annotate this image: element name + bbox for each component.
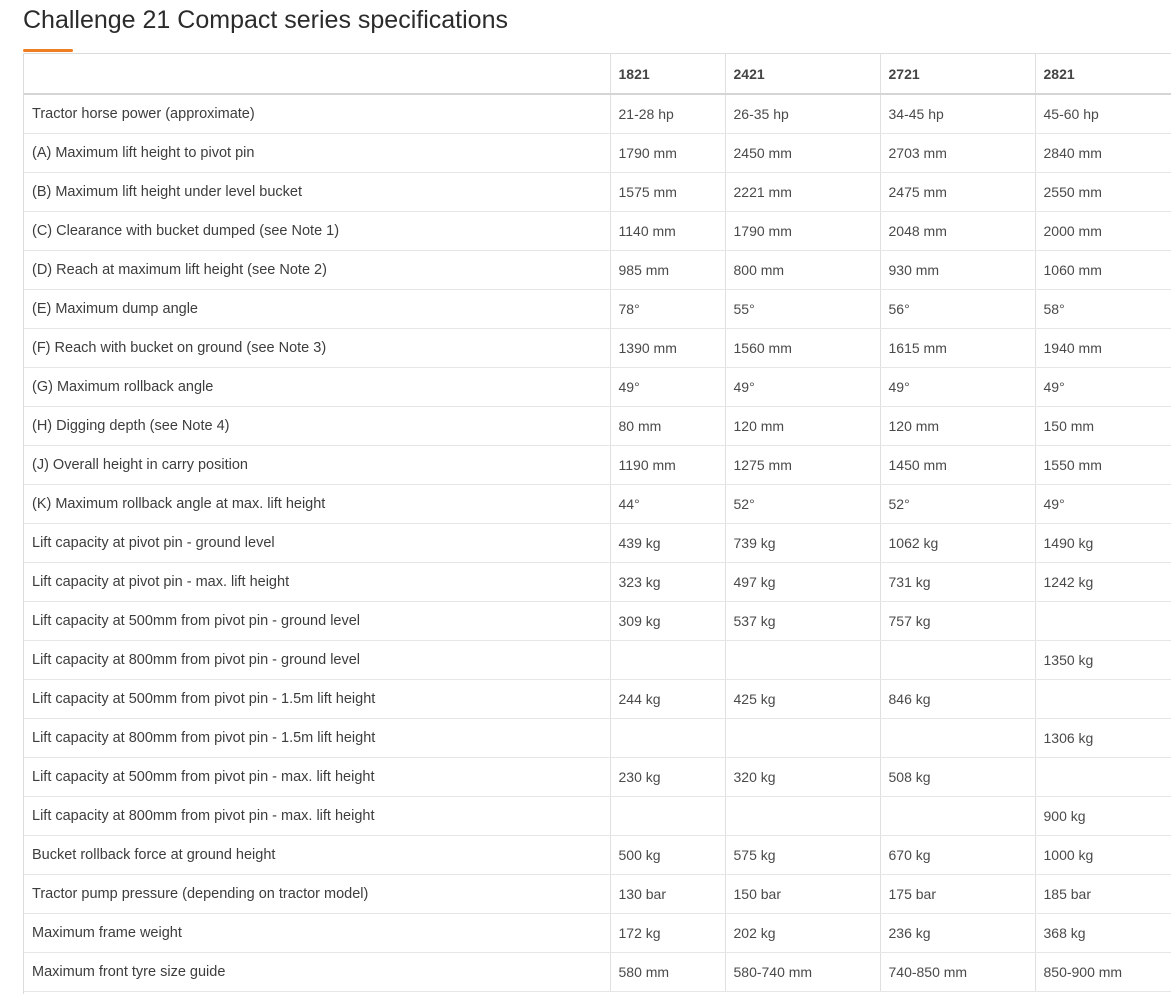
row-label: Maximum front tyre size guide <box>24 953 610 992</box>
cell-2821: 1940 mm <box>1035 329 1171 368</box>
table-row <box>24 251 1171 290</box>
cell-1821: 44° <box>610 485 725 524</box>
cell-1821: 78° <box>610 290 725 329</box>
cell-1821: 172 kg <box>610 914 725 953</box>
table-row <box>24 602 1171 641</box>
table-row <box>24 563 1171 602</box>
cell-1821: 1190 mm <box>610 446 725 485</box>
cell-2721: 49° <box>880 368 1035 407</box>
row-label: (C) Clearance with bucket dumped (see Note 1) <box>24 212 610 251</box>
cell-2821: 49° <box>1035 485 1171 524</box>
table-row <box>24 875 1171 914</box>
cell-2721: 1450 mm <box>880 446 1035 485</box>
cell-2421: 55° <box>725 290 880 329</box>
column-header-2421: 2421 <box>725 54 880 94</box>
cell-1821 <box>610 719 725 758</box>
cell-2421: 580-740 mm <box>725 953 880 992</box>
page-title: Challenge 21 Compact series specifications <box>23 6 508 34</box>
cell-2721: 846 kg <box>880 680 1035 719</box>
cell-2421: 739 kg <box>725 524 880 563</box>
cell-2721: 731 kg <box>880 563 1035 602</box>
cell-2821: 900 kg <box>1035 797 1171 836</box>
cell-2821: 1350 kg <box>1035 641 1171 680</box>
cell-2821: 49° <box>1035 368 1171 407</box>
cell-2721: 508 kg <box>880 758 1035 797</box>
cell-2721 <box>880 641 1035 680</box>
cell-2821: 850-900 mm <box>1035 953 1171 992</box>
cell-1821: 500 kg <box>610 836 725 875</box>
table-row <box>24 212 1171 251</box>
table-row <box>24 446 1171 485</box>
cell-1821: 1390 mm <box>610 329 725 368</box>
table-row <box>24 524 1171 563</box>
cell-2721: 670 kg <box>880 836 1035 875</box>
cell-2821: 1000 kg <box>1035 836 1171 875</box>
cell-1821: 244 kg <box>610 680 725 719</box>
cell-2421: 26-35 hp <box>725 94 880 134</box>
row-label: Lift capacity at 800mm from pivot pin - max. lift height <box>24 797 610 836</box>
cell-2821: 1550 mm <box>1035 446 1171 485</box>
table-row <box>24 407 1171 446</box>
row-label: Lift capacity at 500mm from pivot pin - max. lift height <box>24 758 610 797</box>
cell-2721 <box>880 719 1035 758</box>
cell-2421: 537 kg <box>725 602 880 641</box>
row-label: Maximum frame weight <box>24 914 610 953</box>
cell-1821: 1790 mm <box>610 134 725 173</box>
table-row <box>24 836 1171 875</box>
table-row <box>24 797 1171 836</box>
cell-1821 <box>610 797 725 836</box>
table-row <box>24 641 1171 680</box>
row-label: (K) Maximum rollback angle at max. lift height <box>24 485 610 524</box>
cell-2721: 175 bar <box>880 875 1035 914</box>
cell-1821: 230 kg <box>610 758 725 797</box>
table-row <box>24 485 1171 524</box>
row-label: (F) Reach with bucket on ground (see Note 3) <box>24 329 610 368</box>
cell-1821: 1575 mm <box>610 173 725 212</box>
row-label: (G) Maximum rollback angle <box>24 368 610 407</box>
column-header-1821: 1821 <box>610 54 725 94</box>
cell-1821: 439 kg <box>610 524 725 563</box>
row-label: Lift capacity at 500mm from pivot pin - 1.5m lift height <box>24 680 610 719</box>
cell-2421: 120 mm <box>725 407 880 446</box>
column-header-2821: 2821 <box>1035 54 1171 94</box>
cell-2821: 2000 mm <box>1035 212 1171 251</box>
cell-2421: 497 kg <box>725 563 880 602</box>
title-underline-accent <box>23 49 73 52</box>
cell-2821: 1490 kg <box>1035 524 1171 563</box>
table-row <box>24 953 1171 992</box>
table-row <box>24 94 1171 134</box>
row-label: (J) Overall height in carry position <box>24 446 610 485</box>
cell-2421: 2221 mm <box>725 173 880 212</box>
table-row <box>24 719 1171 758</box>
cell-2421: 52° <box>725 485 880 524</box>
row-label: Tractor pump pressure (depending on tractor model) <box>24 875 610 914</box>
cell-2821: 58° <box>1035 290 1171 329</box>
row-label: Lift capacity at 800mm from pivot pin - ground level <box>24 641 610 680</box>
cell-2421: 1790 mm <box>725 212 880 251</box>
cell-2721: 120 mm <box>880 407 1035 446</box>
row-label: (D) Reach at maximum lift height (see Note 2) <box>24 251 610 290</box>
cell-2721: 930 mm <box>880 251 1035 290</box>
row-label: Lift capacity at pivot pin - max. lift height <box>24 563 610 602</box>
cell-2821: 1060 mm <box>1035 251 1171 290</box>
spec-table-container <box>23 53 1171 994</box>
cell-2821: 1242 kg <box>1035 563 1171 602</box>
cell-2721: 56° <box>880 290 1035 329</box>
table-row <box>24 290 1171 329</box>
cell-2821: 45-60 hp <box>1035 94 1171 134</box>
cell-1821: 21-28 hp <box>610 94 725 134</box>
cell-2821 <box>1035 680 1171 719</box>
table-row <box>24 134 1171 173</box>
cell-2421 <box>725 797 880 836</box>
cell-2421: 575 kg <box>725 836 880 875</box>
table-header-row <box>24 54 1171 94</box>
table-row <box>24 680 1171 719</box>
column-header-2721: 2721 <box>880 54 1035 94</box>
cell-2721: 1615 mm <box>880 329 1035 368</box>
cell-1821: 1140 mm <box>610 212 725 251</box>
table-row <box>24 914 1171 953</box>
cell-1821: 309 kg <box>610 602 725 641</box>
row-label: (B) Maximum lift height under level bucket <box>24 173 610 212</box>
cell-2421: 49° <box>725 368 880 407</box>
cell-2421: 2450 mm <box>725 134 880 173</box>
cell-1821: 323 kg <box>610 563 725 602</box>
cell-2821: 185 bar <box>1035 875 1171 914</box>
column-header-label <box>24 54 610 94</box>
cell-1821: 985 mm <box>610 251 725 290</box>
cell-2821: 150 mm <box>1035 407 1171 446</box>
cell-2421: 202 kg <box>725 914 880 953</box>
row-label: Lift capacity at pivot pin - ground level <box>24 524 610 563</box>
cell-2721: 740-850 mm <box>880 953 1035 992</box>
cell-2821: 2840 mm <box>1035 134 1171 173</box>
spec-table <box>24 54 1171 992</box>
table-body <box>24 94 1171 992</box>
cell-2721: 2048 mm <box>880 212 1035 251</box>
cell-2421: 425 kg <box>725 680 880 719</box>
cell-2721: 1062 kg <box>880 524 1035 563</box>
row-label: (E) Maximum dump angle <box>24 290 610 329</box>
cell-1821: 49° <box>610 368 725 407</box>
table-row <box>24 173 1171 212</box>
table-row <box>24 368 1171 407</box>
cell-2421: 150 bar <box>725 875 880 914</box>
cell-2421: 320 kg <box>725 758 880 797</box>
cell-2821: 368 kg <box>1035 914 1171 953</box>
row-label: (A) Maximum lift height to pivot pin <box>24 134 610 173</box>
cell-2821: 2550 mm <box>1035 173 1171 212</box>
row-label: Tractor horse power (approximate) <box>24 94 610 134</box>
cell-2721: 34-45 hp <box>880 94 1035 134</box>
cell-2721: 2475 mm <box>880 173 1035 212</box>
cell-1821: 130 bar <box>610 875 725 914</box>
cell-2421: 1275 mm <box>725 446 880 485</box>
row-label: Bucket rollback force at ground height <box>24 836 610 875</box>
cell-2721: 757 kg <box>880 602 1035 641</box>
cell-2421: 800 mm <box>725 251 880 290</box>
cell-2821 <box>1035 602 1171 641</box>
row-label: Lift capacity at 800mm from pivot pin - 1.5m lift height <box>24 719 610 758</box>
row-label: (H) Digging depth (see Note 4) <box>24 407 610 446</box>
cell-1821: 580 mm <box>610 953 725 992</box>
cell-2721: 236 kg <box>880 914 1035 953</box>
table-row <box>24 329 1171 368</box>
cell-2421: 1560 mm <box>725 329 880 368</box>
cell-2721: 2703 mm <box>880 134 1035 173</box>
cell-2421 <box>725 719 880 758</box>
cell-1821 <box>610 641 725 680</box>
table-row <box>24 758 1171 797</box>
cell-2421 <box>725 641 880 680</box>
row-label: Lift capacity at 500mm from pivot pin - ground level <box>24 602 610 641</box>
cell-2721: 52° <box>880 485 1035 524</box>
cell-2721 <box>880 797 1035 836</box>
cell-2821 <box>1035 758 1171 797</box>
cell-1821: 80 mm <box>610 407 725 446</box>
cell-2821: 1306 kg <box>1035 719 1171 758</box>
